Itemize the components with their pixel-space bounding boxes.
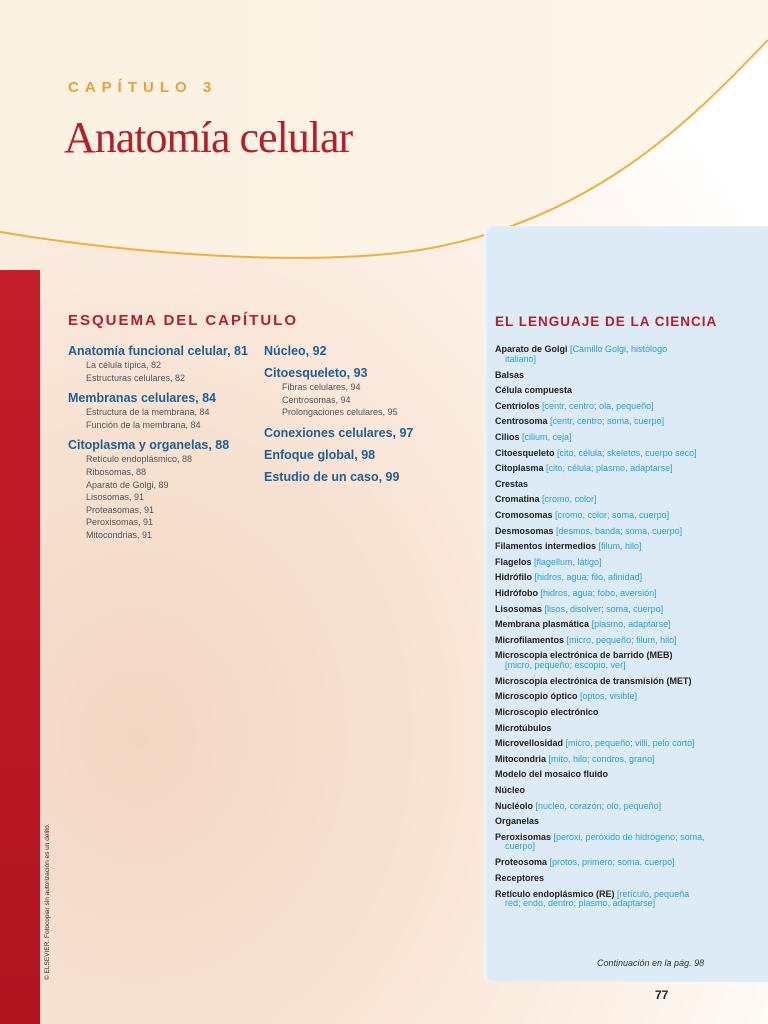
outline-subsection: Retículo endoplásmico, 88	[86, 454, 193, 465]
term-name: Citoplasma	[495, 463, 544, 474]
term-etymology: [cromo, color]	[542, 494, 597, 505]
term-name: Mitocondria	[495, 753, 546, 764]
outline-subsection: Lisosomas, 91	[86, 492, 145, 503]
term-name: Cromatina	[495, 494, 540, 505]
term-entry	[495, 674, 725, 690]
term-name: Célula compuesta	[495, 385, 573, 396]
term-name: Balsas	[495, 369, 525, 380]
term-entry	[495, 736, 725, 752]
term-name: Flagelos	[495, 556, 532, 567]
term-name: Retículo endoplásmico (RE)	[495, 888, 615, 899]
page-number: 77	[655, 988, 669, 1002]
term-etymology: [centr, centro; ola, pequeño]	[542, 400, 654, 411]
term-entry	[495, 446, 725, 462]
term-entry	[495, 855, 725, 871]
term-etymology: [nucleo, corazón; olo, pequeño]	[535, 800, 662, 811]
outline-subsection: Prolongaciones celulares, 95	[282, 407, 398, 418]
term-name: Centriolos	[495, 400, 540, 411]
term-name: Cilios	[495, 431, 520, 442]
term-name: Receptores	[495, 873, 545, 883]
term-name: Proteosoma	[495, 857, 548, 868]
term-entry	[495, 814, 725, 830]
term-name: Microscopia electrónica de barrido (MEB)	[495, 650, 673, 661]
term-name: Núcleo	[495, 785, 526, 796]
outline-subsection: Centrosomas, 94	[282, 394, 351, 405]
term-entry	[495, 783, 725, 799]
outline-heading: ESQUEMA DEL CAPÍTULO	[68, 312, 299, 329]
term-etymology: [micro, pequeño; villi, pelo corto]	[565, 738, 695, 749]
term-entry	[495, 602, 725, 618]
outline-section: Conexiones celulares, 97	[264, 425, 414, 440]
term-etymology: [plasmo, adaptarse]	[591, 619, 671, 630]
chapter-title: Anatomía celular	[64, 113, 353, 162]
term-name: Citoesqueleto	[495, 447, 555, 458]
term-entry	[495, 430, 725, 446]
outline-section: Enfoque global, 98	[264, 447, 376, 462]
term-list	[495, 342, 725, 912]
term-etymology: [lisos, disolver; soma, cuerpo]	[544, 603, 664, 614]
term-etymology: [flagellum, látigo]	[534, 556, 602, 567]
term-name: Desmosomas	[495, 525, 554, 536]
term-name: Hidrófobo	[495, 587, 538, 598]
outline-subsection: Mitocondrias, 91	[86, 529, 153, 540]
term-name: Organelas	[495, 816, 540, 827]
term-name: Cromosomas	[495, 509, 553, 520]
term-name: Microscopio electrónico	[495, 707, 599, 718]
term-name: Crestas	[495, 478, 529, 489]
term-entry	[495, 414, 725, 430]
outline-section: Núcleo, 92	[264, 344, 327, 358]
term-entry	[495, 524, 725, 540]
term-entry	[495, 539, 725, 555]
outline-subsection: Estructuras celulares, 82	[86, 372, 186, 383]
outline-section: Membranas celulares, 84	[68, 391, 216, 406]
term-etymology: [cito, célula; skeletos, cuerpo seco]	[557, 447, 697, 458]
red-side-band	[0, 270, 40, 1024]
term-entry	[495, 368, 725, 384]
term-etymology-continued: red; endo, dentro; plasmo, adaptarse]	[505, 898, 656, 909]
term-entry	[495, 752, 725, 768]
term-entry	[495, 871, 725, 887]
term-name: Microtúbulos	[495, 722, 552, 733]
outline-section: Citoesqueleto, 93	[264, 366, 368, 380]
term-etymology-continued: cuerpo]	[505, 841, 536, 852]
term-name: Aparato de Golgi	[495, 344, 568, 354]
term-entry	[495, 570, 725, 586]
outline-subsection: Aparato de Golgi, 89	[86, 479, 169, 490]
term-etymology: [hidros, agua; fobo, aversión]	[540, 587, 657, 598]
term-name: Filamentos intermedios	[495, 541, 597, 552]
outline-section: Citoplasma y organelas, 88	[68, 438, 230, 453]
outline-section: Anatomía funcional celular, 81	[68, 344, 248, 358]
term-etymology-continued: [micro, pequeño; escopio, ver]	[505, 659, 626, 670]
term-etymology: [centr, centro; soma, cuerpo]	[550, 416, 665, 427]
term-entry	[495, 705, 725, 721]
outline-subsection: Función de la membrana, 84	[86, 419, 201, 430]
term-entry	[495, 721, 725, 737]
term-name: Modelo del mosaico fluido	[495, 769, 609, 780]
term-etymology-continued: italiano]	[505, 353, 537, 364]
term-entry	[495, 767, 725, 783]
term-entry	[495, 799, 725, 815]
term-name: Hidrófilo	[495, 572, 532, 583]
term-name: Nucléolo	[495, 800, 534, 811]
copyright-notice: © ELSEVIER. Fotocopiar sin autorización es un delito.	[44, 823, 51, 980]
term-etymology: [mito, hilo; condros, grano]	[548, 753, 655, 764]
outline-subsection: Proteasomas, 91	[86, 504, 155, 515]
term-entry	[495, 586, 725, 602]
continuation-note: Continuación en la pág. 98	[597, 958, 705, 968]
term-entry	[495, 555, 725, 571]
term-etymology: [peroxi, peróxido de hidrógeno; soma,	[553, 831, 705, 842]
language-heading: EL LENGUAJE DE LA CIENCIA	[495, 314, 718, 329]
term-name: Microscopio óptico	[495, 691, 578, 702]
term-etymology: [protos, primero; soma, cuerpo]	[549, 857, 675, 868]
outline-subsection: Peroxisomas, 91	[86, 517, 154, 528]
term-entry	[495, 477, 725, 493]
term-name: Microscopia electrónica de transmisión (MET)	[495, 675, 692, 686]
term-etymology: [optos, visible]	[580, 691, 638, 702]
term-name: Peroxisomas	[495, 831, 552, 842]
outline-subsection: Estructura de la membrana, 84	[86, 407, 210, 418]
outline-subsection: La célula típica, 82	[86, 360, 162, 370]
term-entry	[495, 492, 725, 508]
term-name: Microfilamentos	[495, 634, 565, 645]
term-entry	[495, 617, 725, 633]
chapter-label: CAPÍTULO 3	[68, 79, 218, 96]
term-entry	[495, 633, 725, 649]
outline-subsection: Fibras celulares, 94	[282, 382, 361, 392]
term-entry	[495, 399, 725, 415]
outline-column-2	[264, 340, 474, 488]
term-etymology: [cilium, ceja]	[522, 431, 572, 442]
term-etymology: [desmos, banda; soma, cuerpo]	[556, 525, 683, 536]
term-etymology: [hidros, agua; filo, afinidad]	[534, 572, 643, 583]
term-etymology: [cromo, color; soma, cuerpo]	[555, 509, 670, 520]
term-name: Lisosomas	[495, 603, 543, 614]
outline-subsection: Ribosomas, 88	[86, 466, 147, 477]
term-etymology: [filum, hilo]	[598, 541, 642, 552]
term-name: Microvellosidad	[495, 738, 564, 749]
term-entry	[495, 689, 725, 705]
term-entry	[495, 383, 725, 399]
term-entry	[495, 461, 725, 477]
term-etymology: [Camillo Golgi, histólogo	[570, 344, 668, 354]
outline-section: Estudio de un caso, 99	[264, 469, 400, 484]
term-entry	[495, 508, 725, 524]
term-etymology: [micro, pequeño; filum, hilo]	[566, 634, 677, 645]
term-etymology: [cito, célula; plasmo, adaptarse]	[546, 463, 673, 474]
term-name: Centrosoma	[495, 416, 548, 427]
term-name: Membrana plasmática	[495, 619, 590, 630]
term-etymology: [retículo, pequeña	[617, 888, 690, 899]
outline-column-1	[68, 340, 268, 545]
